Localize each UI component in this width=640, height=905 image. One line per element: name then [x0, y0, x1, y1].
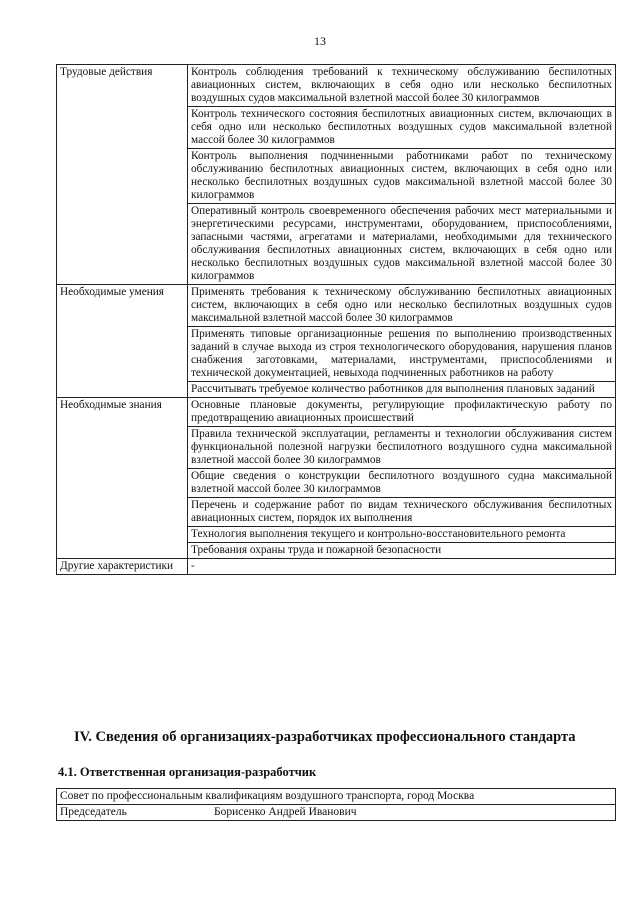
row-item: Правила технической эксплуатации, регламенты и технологии обслуживания систем функциональной полезной нагрузки беспилотного воздушного судна максимальной взлетной массой более 30 килограммов: [188, 427, 616, 469]
section-heading: IV. Сведения об организациях-разработчиках профессионального стандарта: [74, 729, 576, 745]
row-item: -: [188, 559, 616, 575]
organization-head-row: [57, 805, 616, 821]
table-row: [57, 398, 616, 427]
row-label: Необходимые умения: [57, 285, 188, 398]
row-label: Трудовые действия: [57, 65, 188, 285]
row-item: Технология выполнения текущего и контрольно-восстановительного ремонта: [188, 527, 616, 543]
organization-name-row: [57, 789, 616, 805]
subsection-heading: 4.1. Ответственная организация-разработчик: [58, 765, 317, 779]
row-item: Применять требования к техническому обслуживанию беспилотных авиационных систем, включающих в себя одно или несколько беспилотных воздушных судов максимальной взлетной массой более 30 килограммов: [188, 285, 616, 327]
organization-name: Совет по профессиональным квалификациям воздушного транспорта, город Москва: [57, 789, 616, 805]
row-label: Необходимые знания: [57, 398, 188, 559]
characteristics-table: [56, 64, 616, 575]
row-item: Применять типовые организационные решения по выполнению производственных заданий в случае выхода из строя технологического оборудования, нарушения планов снабжения заготовками, материалами, инструментами, приспособлениями и технической документацией, невыхода подчиненных работников на работу: [188, 327, 616, 382]
row-item: Оперативный контроль своевременного обеспечения рабочих мест материальными и энергетическими ресурсами, инструментами, оборудованием, приспособлениями, запасными частями, агрегатами и материалами, необходимыми для технического обслуживания беспилотных авиационных систем, включающих в себя одно или несколько беспилотных воздушных судов максимальной взлетной массой более 30 килограммов: [188, 204, 616, 285]
head-person: Борисенко Андрей Иванович: [214, 806, 357, 818]
table-row: [57, 559, 616, 575]
row-item: Требования охраны труда и пожарной безопасности: [188, 543, 616, 559]
row-item: Контроль выполнения подчиненными работниками работ по техническому обслуживанию беспилотных авиационных систем, включающих в себя одно или несколько беспилотных воздушных судов максимальной взлетной массой более 30 килограммов: [188, 149, 616, 204]
page-number: 13: [314, 34, 326, 48]
head-role: Председатель: [60, 806, 127, 818]
table-row: [57, 65, 616, 107]
row-item: Рассчитывать требуемое количество работников для выполнения плановых заданий: [188, 382, 616, 398]
row-item: Общие сведения о конструкции беспилотного воздушного судна максимальной взлетной массой более 30 килограммов: [188, 469, 616, 498]
row-item: Основные плановые документы, регулирующие профилактическую работу по предотвращению авиационных происшествий: [188, 398, 616, 427]
row-item: Контроль технического состояния беспилотных авиационных систем, включающих в себя одно или несколько беспилотных воздушных судов максимальной взлетной массой более 30 килограммов: [188, 107, 616, 149]
row-item: Контроль соблюдения требований к техническому обслуживанию беспилотных авиационных систем, включающих в себя одно или несколько беспилотных воздушных судов максимальной взлетной массой более 30 килограммов: [188, 65, 616, 107]
organization-head: [57, 805, 616, 821]
row-item: Перечень и содержание работ по видам технического обслуживания беспилотных авиационных систем, порядок их выполнения: [188, 498, 616, 527]
row-label: Другие характеристики: [57, 559, 188, 575]
table-row: [57, 285, 616, 327]
organization-table: [56, 788, 616, 821]
